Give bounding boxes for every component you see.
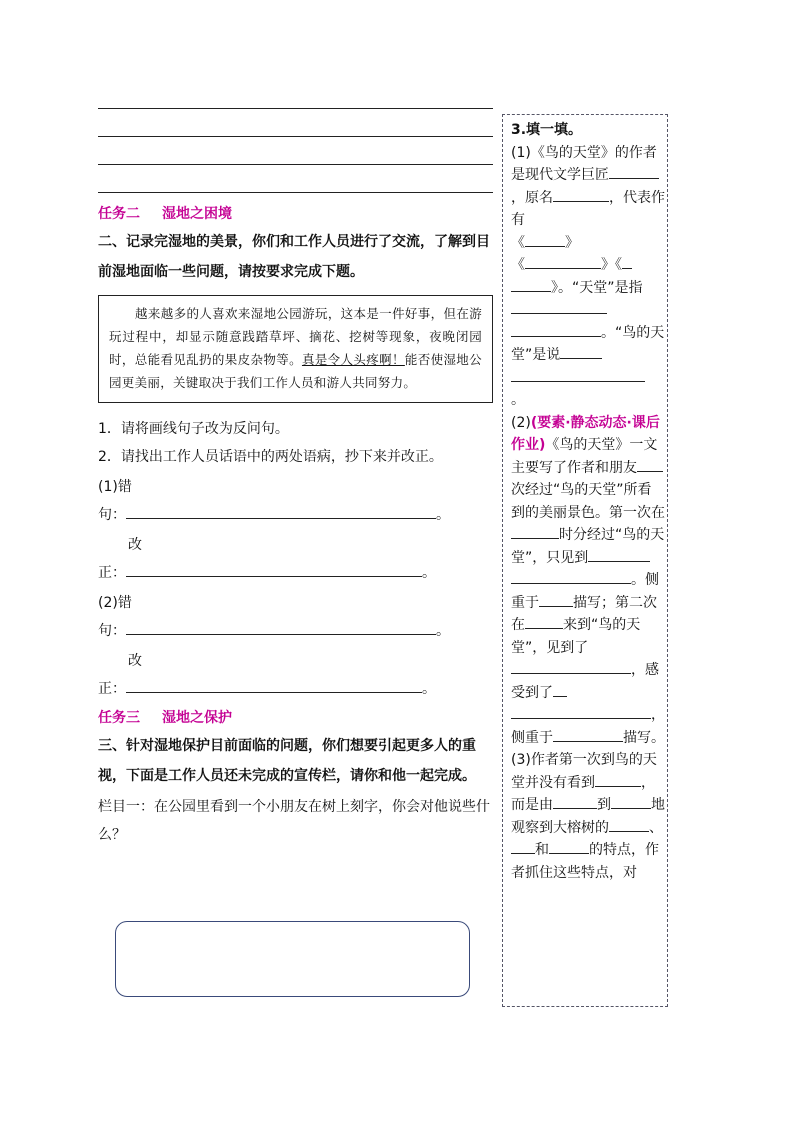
answer-box[interactable] — [115, 921, 470, 997]
blank[interactable] — [609, 817, 649, 832]
answer-line[interactable] — [98, 136, 493, 137]
question-1: 1．请将画线句子改为反问句。 — [98, 421, 289, 437]
text: 。“鸟的天堂”是说 — [511, 324, 665, 363]
section-three-heading: 三、针对湿地保护目前面临的问题，你们想要引起更多人的重视，下面是工作人员还未完成的宣传栏，请你和他一起完成。 — [98, 738, 476, 784]
column-one-prompt: 栏目一：在公园里看到一个小朋友在树上刻字，你会对他说些什么？ — [98, 799, 490, 843]
staff-passage-box — [98, 295, 493, 403]
text: 地观察到大榕树的 — [511, 797, 665, 836]
text: ，原名 — [511, 189, 553, 206]
text: 。 — [511, 392, 525, 408]
text: 时分经过“鸟的天堂”，只见到 — [511, 527, 665, 566]
answer-line[interactable] — [98, 108, 493, 109]
wrong-sentence-blank[interactable] — [126, 504, 436, 519]
section-two-heading: 二、记录完湿地的美景，你们和工作人员进行了交流，了解到目前湿地面临一些问题，请按要求完成下题。 — [98, 234, 490, 280]
blank[interactable] — [525, 232, 565, 247]
answer-line[interactable] — [98, 192, 493, 193]
blank[interactable] — [511, 569, 631, 584]
blank[interactable] — [588, 547, 650, 562]
text: 、 — [649, 819, 663, 836]
task-three-title — [98, 707, 493, 727]
blank[interactable] — [511, 704, 651, 719]
text: ，侧重于 — [511, 707, 665, 746]
blank[interactable] — [560, 344, 602, 359]
blank[interactable] — [511, 277, 551, 292]
text: (2) — [511, 414, 531, 431]
end-mark: 。 — [422, 565, 436, 581]
error-item-1 — [98, 473, 493, 587]
sidebar-title: 3.填一填。 — [511, 122, 583, 138]
blank[interactable] — [511, 839, 535, 854]
text: 次经过“鸟的天堂”所看到的美丽景色。第一次在 — [511, 482, 665, 521]
sidebar-fill-in — [502, 114, 668, 1007]
blank[interactable] — [622, 254, 632, 269]
fix-word: 改 — [128, 537, 142, 553]
blank[interactable] — [553, 727, 623, 742]
sidebar-question-1 — [511, 142, 665, 412]
text: 。侧重于 — [511, 572, 659, 611]
passage-text: 能否使湿地公园更美丽，关键取决于我们工作人员和游人共同努力。 — [109, 352, 482, 390]
corrected-sentence-blank[interactable] — [126, 678, 422, 693]
text: (1)《鸟的天堂》的作者是现代文学巨匠 — [511, 144, 657, 183]
text: ，代表作有 — [511, 189, 665, 228]
answer-line[interactable] — [98, 164, 493, 165]
blank[interactable] — [609, 164, 629, 179]
sidebar-question-2 — [511, 412, 665, 750]
text: (3)作者第一次到鸟的天堂并没有看到 — [511, 752, 657, 791]
text: 和 — [535, 842, 549, 858]
blank[interactable] — [525, 614, 563, 629]
blank[interactable] — [511, 367, 645, 382]
text: 描写。 — [623, 729, 665, 746]
blank[interactable] — [511, 659, 631, 674]
blank[interactable] — [629, 164, 659, 179]
text: ，而是由 — [511, 774, 655, 813]
passage-text: 越来越多的人喜欢来湿地公园游玩，这本是一件好事，但在游玩过程中，却显示随意践踏草坪、摘花、挖树等现象，夜晚闭园时，总能看见乱扔的果皮杂物等。 — [109, 306, 482, 367]
text: 》《 — [601, 257, 622, 273]
text: 的特点，作者抓住这些特点，对 — [511, 842, 659, 881]
blank[interactable] — [617, 772, 641, 787]
text: 》。“天堂”是指 — [551, 279, 643, 296]
corrected-sentence-blank[interactable] — [126, 562, 422, 577]
end-mark: 。 — [422, 681, 436, 697]
text: 》 — [565, 234, 579, 251]
question-2: 2．请找出工作人员话语中的两处语病，抄下来并改正。 — [98, 449, 443, 465]
end-mark: 。 — [436, 623, 450, 639]
task-title: 湿地之保护 — [162, 710, 232, 726]
blank[interactable] — [511, 322, 601, 337]
error-item-label: (2)错 — [98, 595, 132, 611]
text: 到 — [597, 797, 611, 813]
blank[interactable] — [549, 839, 589, 854]
wrong-sentence-blank[interactable] — [126, 620, 436, 635]
text: 《鸟的天堂》一文主要写了作者和朋友 — [511, 437, 658, 476]
blank[interactable] — [525, 254, 601, 269]
task-label: 任务三 — [98, 710, 140, 726]
blank[interactable] — [511, 524, 559, 539]
blank[interactable] — [637, 457, 663, 472]
blank[interactable] — [553, 682, 567, 697]
end-mark: 。 — [436, 507, 450, 523]
text: 来到“鸟的天堂”，见到了 — [511, 617, 641, 656]
wrong-prefix: 句： — [98, 623, 126, 639]
main-column — [98, 108, 493, 849]
wrong-prefix: 句： — [98, 507, 126, 523]
fix-prefix: 正： — [98, 565, 126, 581]
error-item-label: (1)错 — [98, 479, 132, 495]
text: 描写；第二次在 — [511, 594, 657, 633]
blank[interactable] — [553, 794, 597, 809]
blank[interactable] — [553, 187, 609, 202]
text: 《 — [511, 257, 525, 273]
sidebar-question-3 — [511, 749, 665, 884]
task-title: 湿地之困境 — [162, 206, 232, 222]
task-label: 任务二 — [98, 206, 140, 222]
blank[interactable] — [511, 299, 607, 314]
text: 《 — [511, 234, 525, 251]
blank[interactable] — [595, 772, 617, 787]
text: ，感受到了 — [511, 662, 659, 701]
error-item-2 — [98, 589, 493, 703]
fix-word: 改 — [128, 653, 142, 669]
blank[interactable] — [611, 794, 651, 809]
underlined-sentence: 真是令人头疼啊！ — [301, 352, 405, 367]
lesson-tag: (要素·静态动态·课后作业) — [511, 414, 660, 453]
task-two-title — [98, 203, 493, 223]
blank[interactable] — [539, 592, 573, 607]
fix-prefix: 正： — [98, 681, 126, 697]
